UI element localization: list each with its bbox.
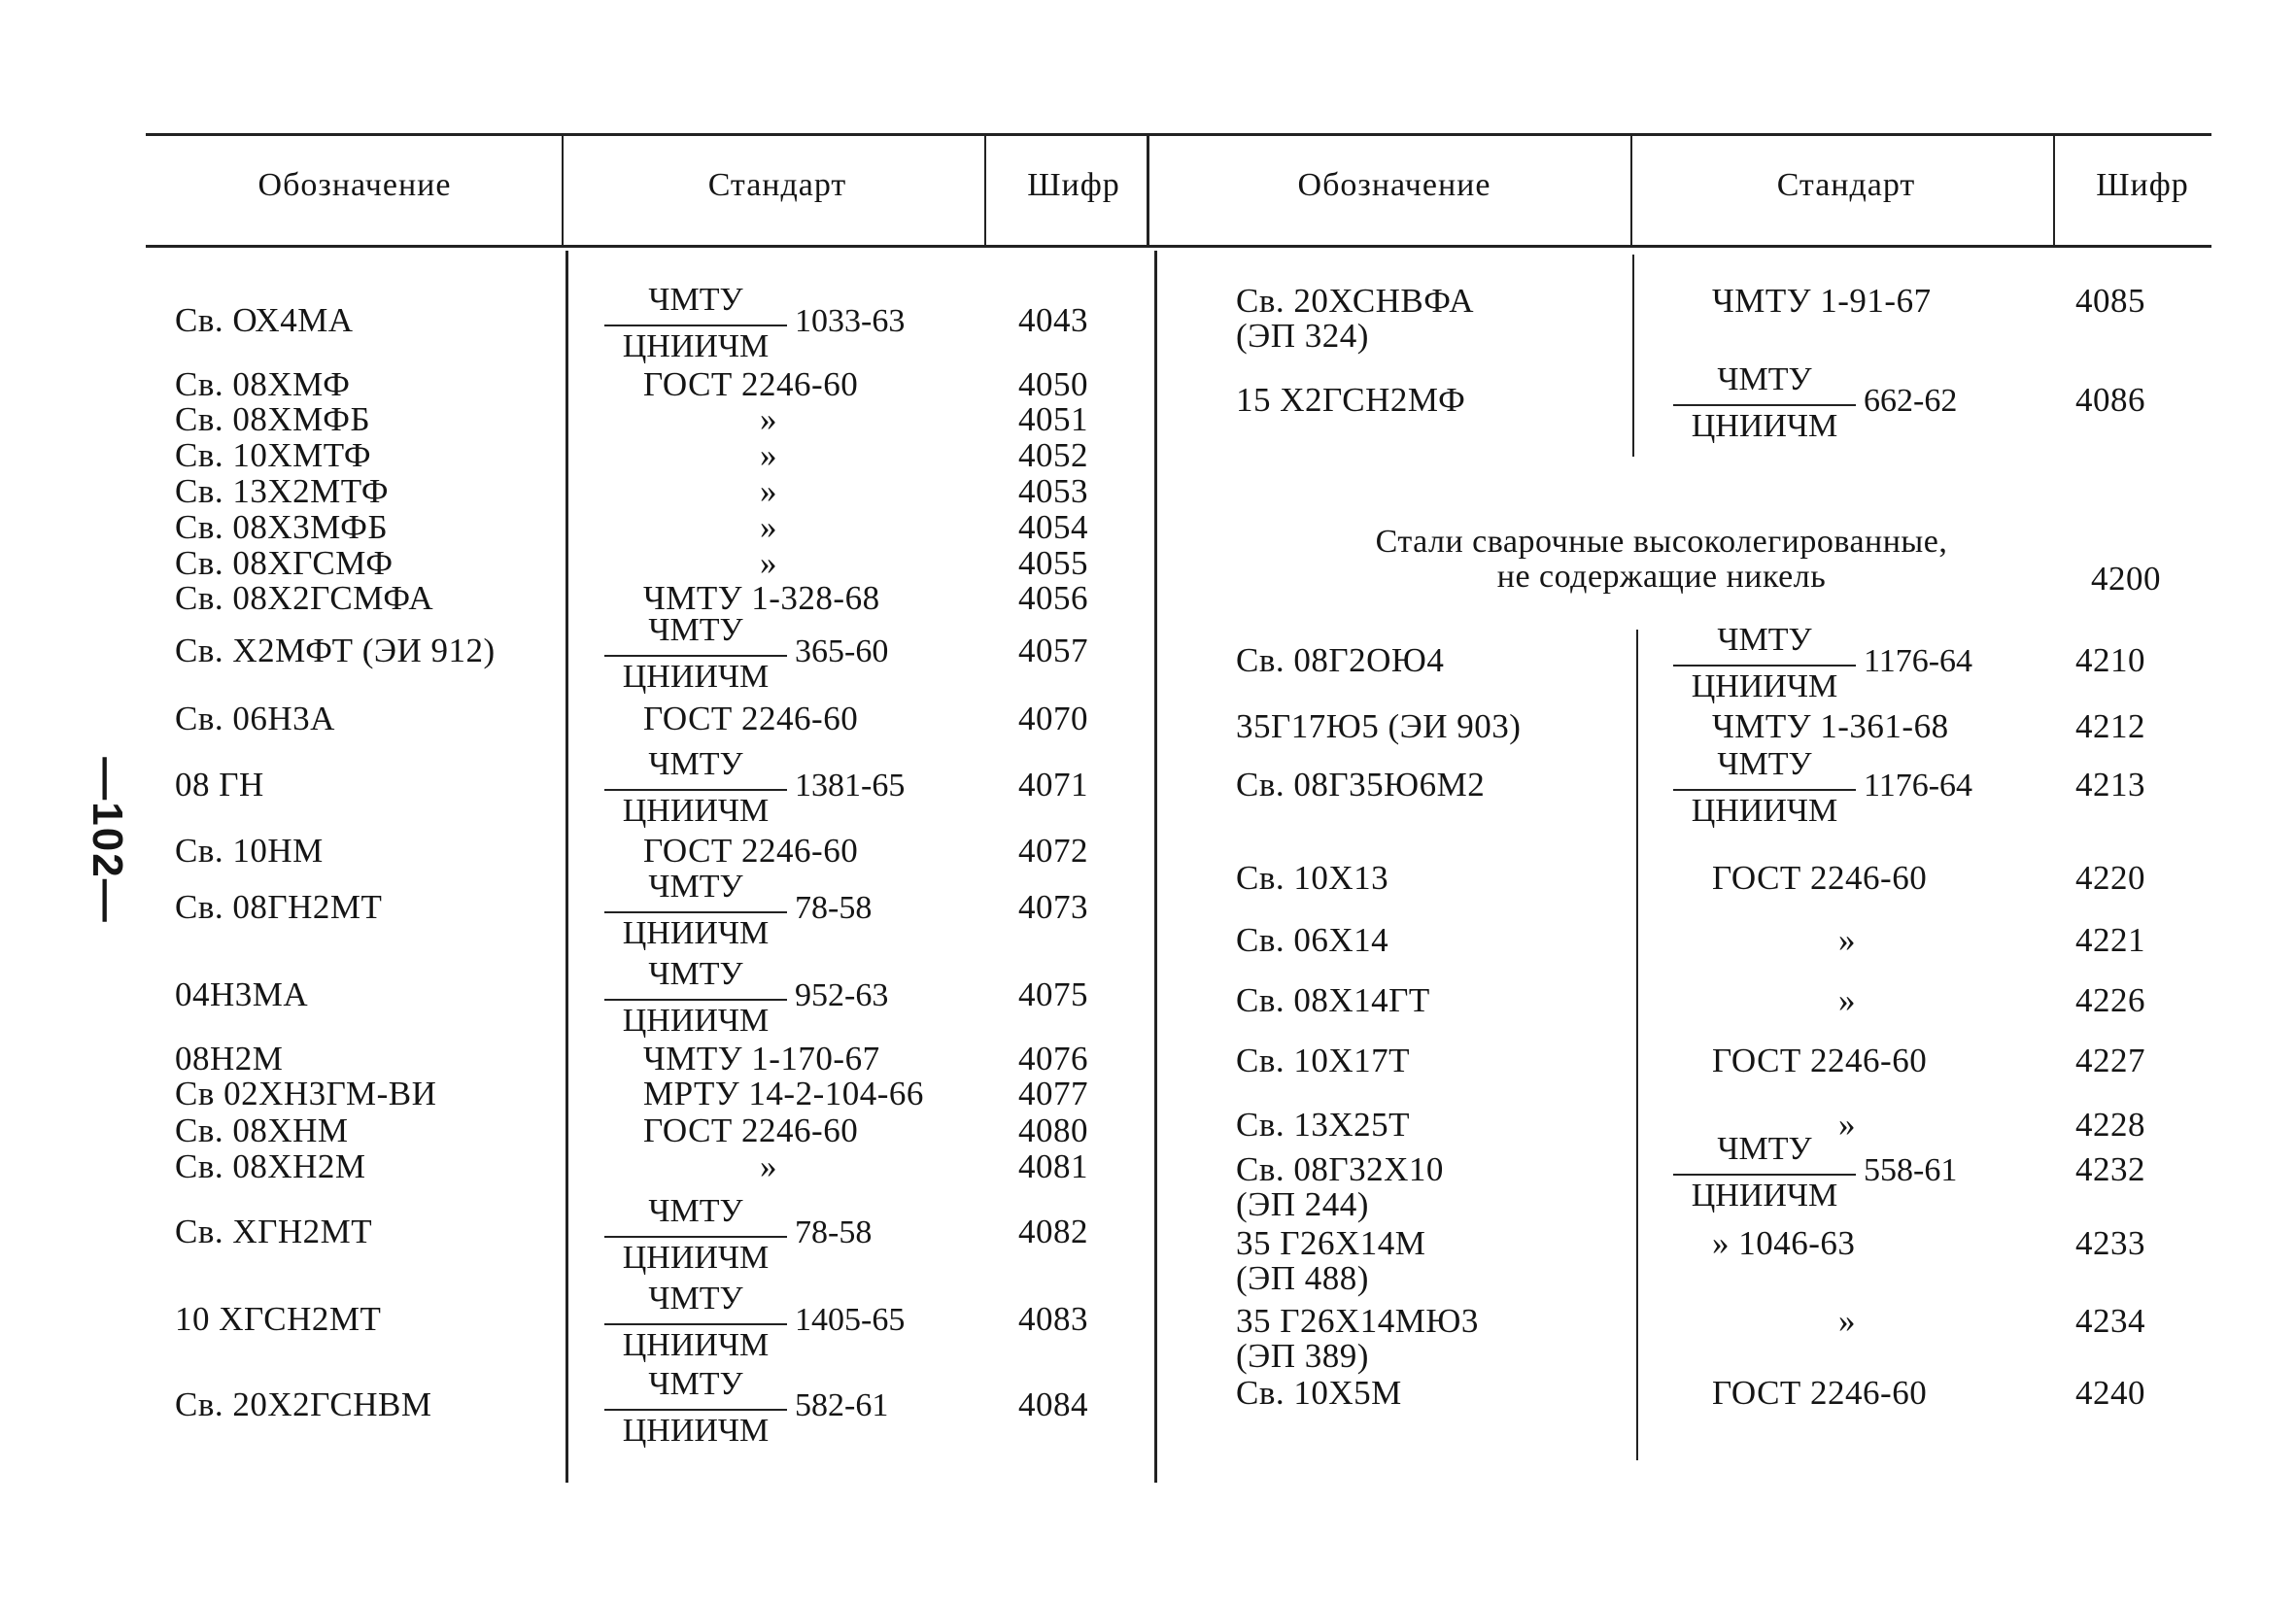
standard-denominator: ЦНИИЧМ <box>622 328 770 364</box>
code-cell: 4054 <box>1018 508 1088 546</box>
fraction-bar <box>604 789 787 791</box>
standard-number: 952-63 <box>795 977 889 1013</box>
code-cell: 4043 <box>1018 301 1088 339</box>
standard-numerator: ЧМТУ <box>648 612 743 648</box>
standard-cell: ЧМТУ 1-328-68 <box>643 579 880 617</box>
standard-fraction <box>604 284 925 371</box>
standard-cell: ГОСТ 2246-60 <box>1712 859 1928 897</box>
standard-numerator: ЧМТУ <box>648 1281 743 1316</box>
header-standard-left: Стандарт <box>707 167 847 203</box>
designation-cell: Св. 08Х3МФБ <box>175 508 389 546</box>
fraction-bar <box>604 911 787 913</box>
fraction-bar <box>604 325 787 326</box>
designation-cell: Св. 08Х14ГТ <box>1236 981 1430 1019</box>
code-cell: 4234 <box>2075 1302 2145 1340</box>
designation-cell: Св 02ХН3ГМ-ВИ <box>175 1075 437 1112</box>
code-cell: 4228 <box>2075 1106 2145 1144</box>
code-cell: 4053 <box>1018 472 1088 510</box>
standard-cell: ГОСТ 2246-60 <box>643 700 859 737</box>
code-cell: 4084 <box>1018 1385 1088 1423</box>
designation-cell: Св. 10Х17Т <box>1236 1042 1411 1079</box>
standard-cell: ЧМТУ 1-361-68 <box>1712 707 1949 745</box>
col-divider <box>1636 630 1638 1460</box>
standard-number: 1176-64 <box>1864 643 1973 679</box>
standard-fraction <box>604 614 925 701</box>
standard-cell: ГОСТ 2246-60 <box>643 832 859 870</box>
standard-cell: ГОСТ 2246-60 <box>1712 1374 1928 1412</box>
designation-cell: Св. 06Х14 <box>1236 921 1389 959</box>
standard-cell: ГОСТ 2246-60 <box>643 1111 859 1149</box>
standard-cell: » 1046-63 <box>1712 1224 1856 1262</box>
designation-cell: Св. ОХ4МА <box>175 301 354 339</box>
standard-fraction <box>1673 1133 1994 1220</box>
code-cell: 4085 <box>2075 282 2145 320</box>
standard-number: 1176-64 <box>1864 768 1973 804</box>
code-cell: 4055 <box>1018 544 1088 582</box>
standard-number: 1405-65 <box>795 1302 906 1338</box>
header-designation-left: Обозначение <box>257 167 452 203</box>
designation-cell: Св. 06Н3А <box>175 700 335 737</box>
standard-numerator: ЧМТУ <box>1717 622 1812 658</box>
designation-cell: 35Г17Ю5 (ЭИ 903) <box>1236 707 1522 745</box>
section-heading <box>1302 525 2021 594</box>
code-cell: 4076 <box>1018 1040 1088 1077</box>
code-cell: 4082 <box>1018 1213 1088 1250</box>
standard-cell: МРТУ 14-2-104-66 <box>643 1075 924 1112</box>
designation-cell: 04Н3МА <box>175 975 309 1013</box>
col-divider <box>1630 136 1632 245</box>
col-divider <box>1154 251 1157 1483</box>
code-cell: 4070 <box>1018 700 1088 737</box>
standard-fraction <box>604 1282 925 1370</box>
designation-cell: Св. 10НМ <box>175 832 324 870</box>
designation-cell: Св. 10ХМТФ <box>175 436 372 474</box>
ditto-mark: » <box>760 1147 777 1185</box>
code-cell: 4086 <box>2075 381 2145 419</box>
designation-cell: Св. 08ХН2М <box>175 1147 366 1185</box>
standard-fraction <box>604 871 925 958</box>
page-number-text: —102— <box>84 757 131 924</box>
section-heading-line1: Стали сварочные высоколегированные, <box>1375 524 1948 560</box>
standard-number: 1381-65 <box>795 768 906 804</box>
code-cell: 4233 <box>2075 1224 2145 1262</box>
designation-cell: Св. ХГН2МТ <box>175 1213 373 1250</box>
standard-fraction <box>1673 363 1994 451</box>
code-cell: 4212 <box>2075 707 2145 745</box>
ditto-mark: » <box>760 544 777 582</box>
standard-denominator: ЦНИИЧМ <box>622 659 770 695</box>
standard-denominator: ЦНИИЧМ <box>1691 408 1838 444</box>
col-divider <box>565 251 568 1483</box>
col-divider <box>2053 136 2055 245</box>
designation-cell: Св. 10Х13 <box>1236 859 1389 897</box>
standard-number: 78-58 <box>795 890 873 926</box>
standard-number: 558-61 <box>1864 1152 1958 1188</box>
standard-fraction <box>604 1368 925 1455</box>
ditto-mark: » <box>1838 1106 1856 1144</box>
standard-cell: ЧМТУ 1-170-67 <box>643 1040 880 1077</box>
standard-denominator: ЦНИИЧМ <box>622 1240 770 1276</box>
standard-numerator: ЧМТУ <box>1717 746 1812 782</box>
code-cell: 4220 <box>2075 859 2145 897</box>
designation-cell-line2: (ЭП 389) <box>1236 1337 1369 1375</box>
ditto-mark: » <box>1838 1302 1856 1340</box>
standard-numerator: ЧМТУ <box>648 1366 743 1402</box>
page-number <box>78 748 136 923</box>
code-cell: 4052 <box>1018 436 1088 474</box>
designation-cell: 08 ГН <box>175 766 264 804</box>
fraction-bar <box>604 999 787 1001</box>
col-divider <box>562 136 564 245</box>
fraction-bar <box>604 1409 787 1411</box>
designation-cell: Св. 20ХСНВФА <box>1236 282 1475 320</box>
header-standard-right: Стандарт <box>1776 167 1916 203</box>
standard-number: 78-58 <box>795 1214 873 1250</box>
fraction-bar <box>1673 665 1856 667</box>
standard-denominator: ЦНИИЧМ <box>622 1003 770 1039</box>
col-divider <box>1632 255 1634 457</box>
designation-cell: 35 Г26Х14М <box>1236 1224 1426 1262</box>
designation-cell: 10 ХГСН2МТ <box>175 1300 382 1338</box>
designation-cell: 15 Х2ГСН2МФ <box>1236 381 1466 419</box>
code-cell: 4050 <box>1018 365 1088 403</box>
standard-cell: ЧМТУ 1-91-67 <box>1712 282 1932 320</box>
designation-cell: Св. 08Х2ГСМФА <box>175 579 434 617</box>
designation-cell: Св. 10Х5М <box>1236 1374 1402 1412</box>
standard-denominator: ЦНИИЧМ <box>1691 793 1838 829</box>
standard-fraction <box>1673 624 1994 711</box>
code-cell: 4081 <box>1018 1147 1088 1185</box>
standard-numerator: ЧМТУ <box>648 869 743 905</box>
ditto-mark: » <box>1838 981 1856 1019</box>
ditto-mark: » <box>760 472 777 510</box>
ditto-mark: » <box>1838 921 1856 959</box>
section-code: 4200 <box>2091 560 2161 598</box>
standard-denominator: ЦНИИЧМ <box>1691 668 1838 704</box>
designation-cell-line2: (ЭП 488) <box>1236 1259 1369 1297</box>
section-heading-line2: не содержащие никель <box>1496 558 1827 595</box>
table-header-rule <box>146 245 2211 248</box>
standard-denominator: ЦНИИЧМ <box>622 793 770 829</box>
designation-cell: Св. 08Г32Х10 <box>1236 1150 1444 1188</box>
designation-cell: 08Н2М <box>175 1040 284 1077</box>
code-cell: 4240 <box>2075 1374 2145 1412</box>
fraction-bar <box>1673 404 1856 406</box>
standard-cell: ГОСТ 2246-60 <box>1712 1042 1928 1079</box>
standard-fraction <box>604 958 925 1045</box>
standard-denominator: ЦНИИЧМ <box>622 915 770 951</box>
standard-denominator: ЦНИИЧМ <box>622 1327 770 1363</box>
standard-numerator: ЧМТУ <box>648 282 743 318</box>
code-cell: 4073 <box>1018 888 1088 926</box>
standard-numerator: ЧМТУ <box>1717 361 1812 397</box>
code-cell: 4232 <box>2075 1150 2145 1188</box>
designation-cell: Св. 08ХМФ <box>175 365 351 403</box>
standard-numerator: ЧМТУ <box>648 746 743 782</box>
code-cell: 4077 <box>1018 1075 1088 1112</box>
ditto-mark: » <box>760 400 777 438</box>
code-cell: 4071 <box>1018 766 1088 804</box>
ditto-mark: » <box>760 508 777 546</box>
standard-fraction <box>604 1195 925 1282</box>
standard-number: 365-60 <box>795 633 889 669</box>
code-cell: 4083 <box>1018 1300 1088 1338</box>
code-cell: 4226 <box>2075 981 2145 1019</box>
fraction-bar <box>1673 1174 1856 1176</box>
header-code-right: Шифр <box>2096 167 2189 203</box>
standard-numerator: ЧМТУ <box>1717 1131 1812 1167</box>
standard-cell: ГОСТ 2246-60 <box>643 365 859 403</box>
designation-cell-line2: (ЭП 324) <box>1236 317 1369 355</box>
standard-numerator: ЧМТУ <box>648 956 743 992</box>
table-top-rule <box>146 133 2211 136</box>
code-cell: 4080 <box>1018 1111 1088 1149</box>
fraction-bar <box>604 1323 787 1325</box>
code-cell: 4213 <box>2075 766 2145 804</box>
code-cell: 4056 <box>1018 579 1088 617</box>
designation-cell: Св. 20Х2ГСНВМ <box>175 1385 432 1423</box>
standard-number: 1033-63 <box>795 303 906 339</box>
header-code-left: Шифр <box>1027 167 1120 203</box>
designation-cell: 35 Г26Х14МЮ3 <box>1236 1302 1479 1340</box>
col-divider <box>984 136 986 245</box>
designation-cell: Св. 08ХГСМФ <box>175 544 394 582</box>
standard-number: 662-62 <box>1864 383 1958 419</box>
designation-cell: Св. 08Г2ОЮ4 <box>1236 641 1445 679</box>
code-cell: 4210 <box>2075 641 2145 679</box>
ditto-mark: » <box>760 436 777 474</box>
code-cell: 4057 <box>1018 632 1088 669</box>
designation-cell: Св. 08ХНМ <box>175 1111 349 1149</box>
fraction-bar <box>1673 789 1856 791</box>
col-divider <box>1147 136 1149 245</box>
standard-numerator: ЧМТУ <box>648 1193 743 1229</box>
code-cell: 4227 <box>2075 1042 2145 1079</box>
designation-cell: Св. 08Г35Ю6М2 <box>1236 766 1486 804</box>
header-designation-right: Обозначение <box>1297 167 1491 203</box>
code-cell: 4051 <box>1018 400 1088 438</box>
standard-denominator: ЦНИИЧМ <box>1691 1178 1838 1214</box>
standard-fraction <box>1673 748 1994 836</box>
designation-cell-line2: (ЭП 244) <box>1236 1185 1369 1223</box>
standard-denominator: ЦНИИЧМ <box>622 1413 770 1449</box>
code-cell: 4075 <box>1018 975 1088 1013</box>
designation-cell: Св. 13Х2МТФ <box>175 472 390 510</box>
designation-cell: Св. 13Х25Т <box>1236 1106 1411 1144</box>
code-cell: 4221 <box>2075 921 2145 959</box>
designation-cell: Св. 08ГН2МТ <box>175 888 383 926</box>
designation-cell: Св. 08ХМФБ <box>175 400 371 438</box>
code-cell: 4072 <box>1018 832 1088 870</box>
standard-fraction <box>604 748 925 836</box>
fraction-bar <box>604 1236 787 1238</box>
fraction-bar <box>604 655 787 657</box>
designation-cell: Св. Х2МФТ (ЭИ 912) <box>175 632 496 669</box>
standard-number: 582-61 <box>795 1387 889 1423</box>
